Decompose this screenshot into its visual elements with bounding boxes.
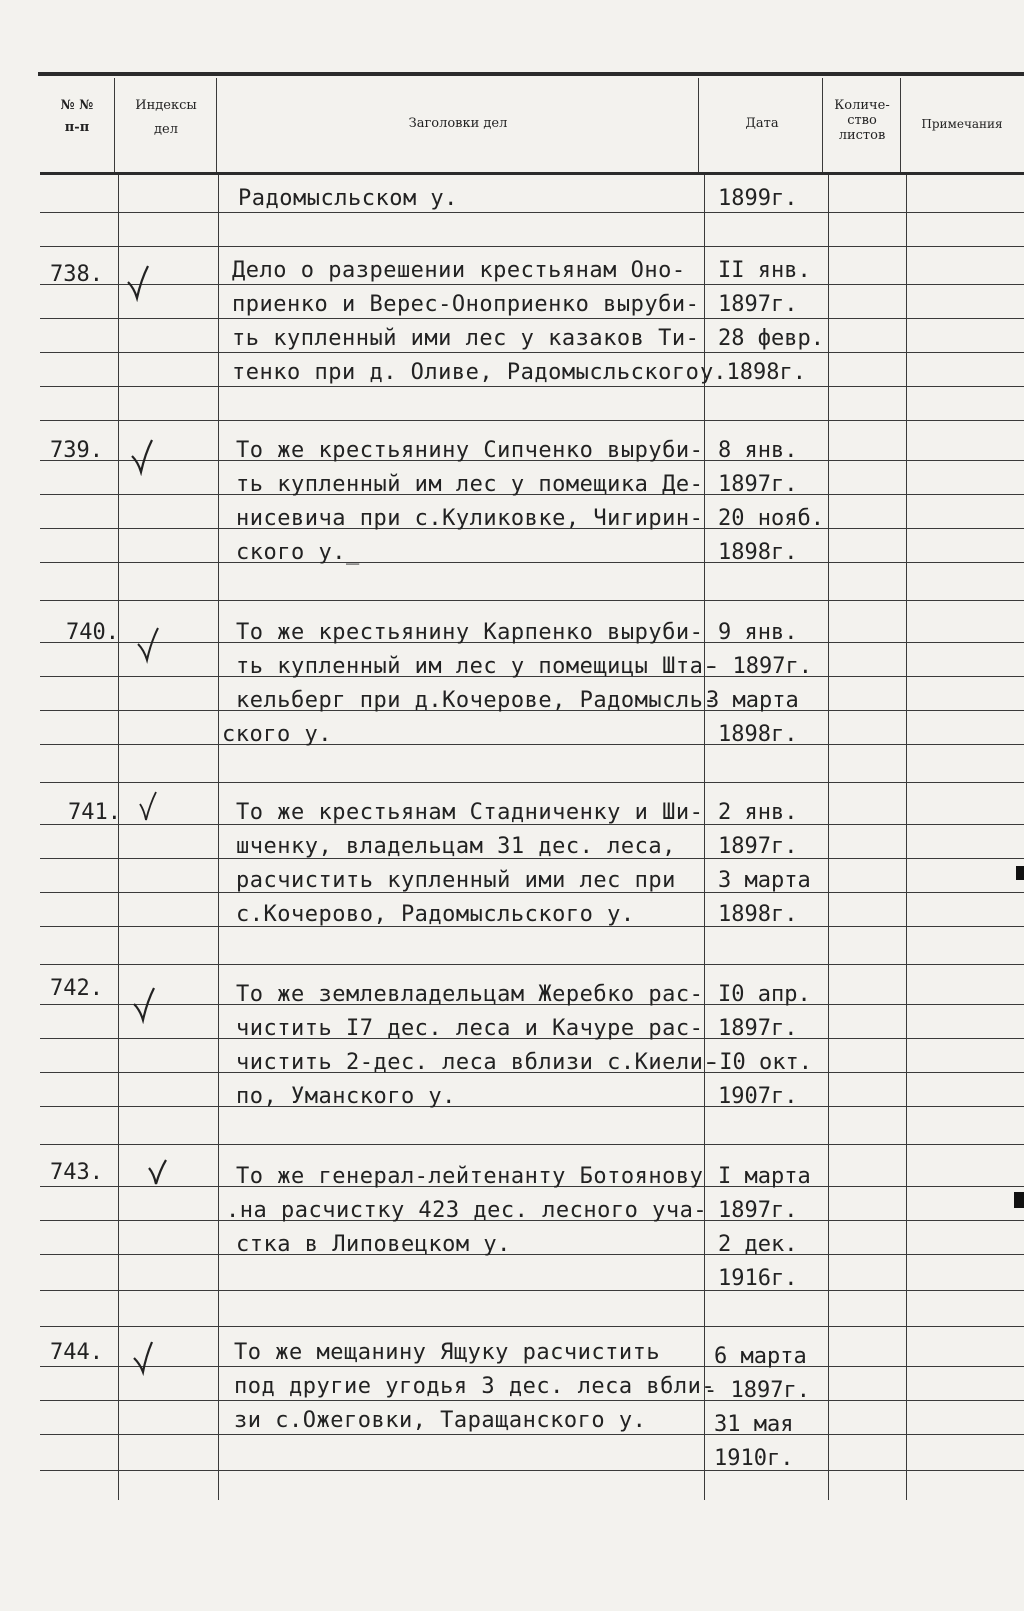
entry-line: приенко и Верес-Оноприенко выруби- (232, 292, 700, 317)
entry-line: расчистить купленный ими лес при (236, 868, 676, 893)
header-count-line2: ство (847, 113, 877, 128)
header-number-column (44, 98, 110, 136)
entry-date: II янв. (718, 258, 811, 283)
ruled-line (40, 386, 1024, 387)
entry-line: чистить I7 дес. леса и Качуре рас- (236, 1016, 704, 1041)
entry-date: у.1898г. (700, 360, 806, 385)
checkmark-icon (124, 262, 154, 302)
entry-date: 1897г. (718, 834, 798, 859)
header-number-line1: № № (60, 98, 94, 113)
ruled-line (40, 782, 1024, 783)
header-count-line1: Количе- (834, 98, 890, 113)
ruled-line (40, 212, 1024, 213)
entry-number: 739. (50, 438, 103, 463)
entry-line: ть купленный им лес у помещика Де- (236, 472, 704, 497)
entry-date: 1916г. (718, 1266, 798, 1291)
header-title-text: Заголовки дел (408, 116, 508, 131)
entry-line: То же крестьянам Стадниченку и Ши- (236, 800, 704, 825)
header-vline-5 (900, 78, 901, 172)
entry-date: I марта (718, 1164, 811, 1189)
entry-line: с.Кочерово, Радомысльского у. (236, 902, 635, 927)
top-rule (38, 72, 1024, 76)
checkmark-icon (134, 790, 164, 830)
entry-line: То же крестьянину Сипченко выруби- (236, 438, 704, 463)
ruled-line (40, 284, 1024, 285)
header-count-column (824, 98, 900, 143)
entry-line: нисевича при с.Куликовке, Чигирин- (236, 506, 704, 531)
body-vline-2 (218, 175, 219, 1500)
entry-line: под другие угодья 3 дес. леса вбли- (234, 1374, 716, 1399)
entry-date: - 1897г. (704, 1378, 810, 1403)
entry-line: по, Уманского у. (236, 1084, 456, 1109)
ruled-line (40, 600, 1024, 601)
entry-date: 2 янв. (718, 800, 798, 825)
ruled-line (40, 1106, 1024, 1107)
entry-date: 8 янв. (718, 438, 798, 463)
ruled-line (40, 1144, 1024, 1145)
header-rule (40, 172, 1024, 175)
entry-line: кельберг при д.Кочерове, Радомысль- (236, 688, 718, 713)
ruled-line (40, 318, 1024, 319)
entry-date: 20 нояб. (718, 506, 824, 531)
entry-date: 1897г. (718, 1198, 798, 1223)
checkmark-icon (134, 624, 164, 664)
header-vline-2 (216, 78, 217, 172)
entry-date: 1907г. (718, 1084, 798, 1109)
entry-line: стка в Липовецком у. (236, 1232, 511, 1257)
header-vline-4 (822, 78, 823, 172)
body-vline-1 (118, 175, 119, 1500)
ruled-line (40, 420, 1024, 421)
entry-date: 1897г. (718, 292, 798, 317)
ruled-line (40, 1434, 1024, 1435)
entry-date: 1898г. (718, 722, 798, 747)
scan-mark (1016, 866, 1024, 880)
header-vline-1 (114, 78, 115, 172)
entry-line: ского у._ (236, 540, 360, 565)
header-count-line3: листов (838, 128, 886, 143)
entry-line: тенко при д. Оливе, Радомысльского (232, 360, 700, 385)
ruled-line (40, 1366, 1024, 1367)
entry-number: 744. (50, 1340, 103, 1365)
ruled-line (40, 964, 1024, 965)
checkmark-icon (146, 1158, 176, 1198)
entry-date: 1910г. (714, 1446, 794, 1471)
entry-line: Дело о разрешении крестьянам Оно- (232, 258, 686, 283)
checkmark-icon (128, 436, 158, 476)
checkmark-icon (130, 984, 160, 1024)
entry-line: То же землевладельцам Жеребко рас- (236, 982, 704, 1007)
body-vline-4 (828, 175, 829, 1500)
ruled-line (40, 562, 1024, 563)
entry-date: -I0 окт. (706, 1050, 812, 1075)
header-notes-text: Примечания (921, 117, 1003, 131)
header-date-column (700, 116, 824, 132)
entry-line: чистить 2-дес. леса вблизи с.Киели- (236, 1050, 718, 1075)
entry-line: ского у. (222, 722, 332, 747)
entry-line: То же мещанину Ящуку расчистить (234, 1340, 661, 1365)
scan-mark (1014, 1192, 1024, 1208)
ruled-line (40, 1400, 1024, 1401)
entry-number: 740. (66, 620, 119, 645)
ruled-line (40, 1254, 1024, 1255)
ruled-line (40, 246, 1024, 247)
entry-date: 1897г. (718, 1016, 798, 1041)
entry-date: - 1897г. (706, 654, 812, 679)
entry-line: зи с.Ожеговки, Таращанского у. (234, 1408, 647, 1433)
ruled-line (40, 744, 1024, 745)
checkmark-icon (130, 1340, 160, 1380)
header-vline-3 (698, 78, 699, 172)
ruled-line (40, 1470, 1024, 1471)
entry-line: То же генерал-лейтенанту Ботоянову (236, 1164, 704, 1189)
entry-date: 1898г. (718, 540, 798, 565)
header-index-column (118, 98, 214, 138)
entry-date: 1898г. (718, 902, 798, 927)
entry-date: 9 янв. (718, 620, 798, 645)
entry-date: 6 марта (714, 1344, 807, 1369)
entry-date: 31 мая (714, 1412, 794, 1437)
entry-date: 3 марта (706, 688, 799, 713)
header-index-line2: дел (154, 122, 178, 137)
header-notes-column (900, 116, 1024, 132)
body-vline-5 (906, 175, 907, 1500)
entry-line: ть купленный им лес у помещицы Шта- (236, 654, 718, 679)
header-index-line1: Индексы (135, 98, 197, 113)
ruled-line (40, 1290, 1024, 1291)
entry-date: 2 дек. (718, 1232, 798, 1257)
entry-line: ть купленный ими лес у казаков Ти- (232, 326, 700, 351)
entry-line: .на расчистку 423 дес. лесного уча- (226, 1198, 708, 1223)
entry-line: То же крестьянину Карпенко выруби- (236, 620, 704, 645)
ruled-line (40, 1326, 1024, 1327)
header-number-line2: п-п (64, 120, 90, 135)
entry-date: I0 апр. (718, 982, 811, 1007)
entry-date: 28 февр. (718, 326, 824, 351)
entry-date: 1897г. (718, 472, 798, 497)
ruled-line (40, 352, 1024, 353)
continuation-date: 1899г. (718, 186, 798, 211)
continuation-text: Радомысльском у. (238, 186, 458, 211)
header-date-text: Дата (745, 116, 779, 131)
entry-date: 3 марта (718, 868, 811, 893)
entry-number: 743. (50, 1160, 103, 1185)
entry-number: 738. (50, 262, 103, 287)
entry-line: шченку, владельцам 31 дес. леса, (236, 834, 676, 859)
entry-number: 742. (50, 976, 103, 1001)
header-title-column (218, 116, 698, 132)
entry-number: 741. (68, 800, 121, 825)
